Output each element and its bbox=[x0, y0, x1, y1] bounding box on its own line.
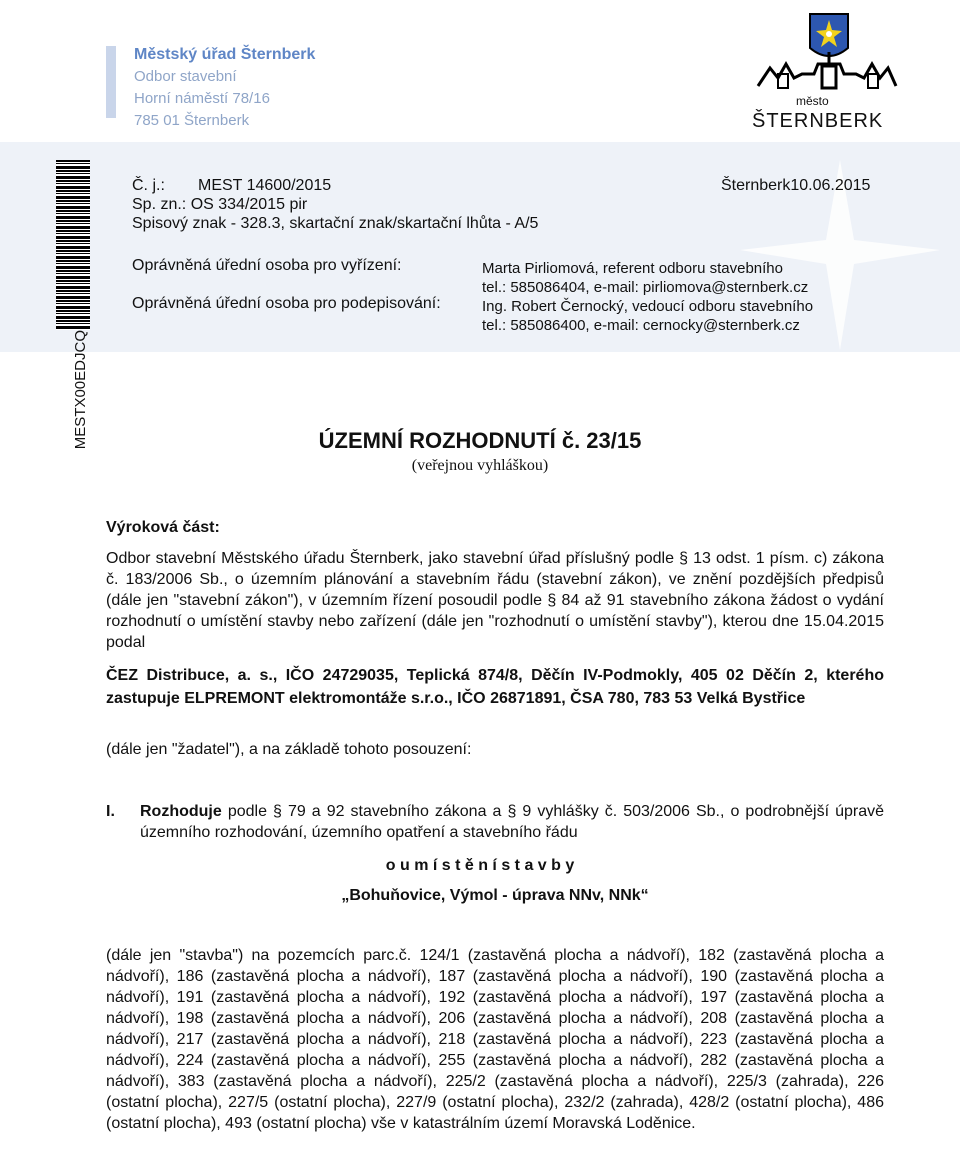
applicant-note: (dále jen "žadatel"), a na základě tohoto posouzení: bbox=[106, 741, 472, 758]
city-emblem-icon bbox=[748, 8, 898, 108]
reference-label: Č. j.: bbox=[132, 177, 165, 194]
applicant-block: ČEZ Distribuce, a. s., IČO 24729035, Teplická 874/8, Děčín IV-Podmokly, 405 02 Děčín 2, kterého zastupuje ELPREMONT elektromontáže s.r.o., IČO 26871891, ČSA 780, 783 53 Velká Bystřice bbox=[106, 667, 884, 707]
processing-official-name: Marta Pirliomová, referent odboru stavebního bbox=[482, 260, 783, 277]
office-department: Odbor stavební bbox=[134, 68, 237, 85]
processing-official-contact: tel.: 585086404, e-mail: pirliomova@sternberk.cz bbox=[482, 279, 809, 296]
signing-official-label: Oprávněná úřední osoba pro podepisování: bbox=[132, 295, 441, 312]
decision-text-1: podle bbox=[227, 803, 267, 820]
office-street: Horní náměstí 78/16 bbox=[134, 90, 270, 107]
intro-paragraph bbox=[106, 548, 884, 653]
section-sign-icon: § bbox=[547, 592, 562, 609]
logo-small-text: město bbox=[796, 94, 829, 108]
intro-text-3: 84 až 91 stavebního zákona žádost o vydání rozhodnutí o umístění stavby nebo zařízení (dále jen "rozhodnutí o umístění stavby"), kterou dne 15.04.2015 podal bbox=[106, 592, 884, 651]
city-logo bbox=[748, 8, 898, 133]
placement-heading: o u m í s t ě n í s t a v b y bbox=[385, 857, 575, 874]
section-sign-icon: § bbox=[507, 803, 523, 820]
decision-text-3: 9 vyhlášky č. 503/2006 Sb., o podrobnější úpravě územního rozhodování, územního opatření a stavebního řádu bbox=[140, 803, 885, 841]
decision-text-2: 79 a 92 stavebního zákona a bbox=[287, 803, 502, 820]
office-city: 785 01 Šternberk bbox=[134, 112, 250, 129]
intro-text-1: Odbor stavební Městského úřadu Šternberk, jako stavební úřad příslušný podle bbox=[106, 550, 674, 567]
document-title: ÚZEMNÍ ROZHODNUTÍ č. 23/15 bbox=[318, 428, 642, 453]
record-mark: Spisový znak - 328.3, skartační znak/skartační lhůta - A/5 bbox=[132, 215, 539, 232]
logo-big-text: ŠTERNBERK bbox=[752, 110, 884, 132]
signing-official-contact: tel.: 585086400, e-mail: cernocky@sternberk.cz bbox=[482, 317, 800, 334]
section-sign-icon: § bbox=[273, 803, 288, 820]
decision-keyword: Rozhoduje bbox=[140, 803, 222, 820]
decision-paragraph bbox=[140, 801, 884, 843]
office-accent-bar bbox=[106, 46, 116, 118]
office-name: Městský úřad Šternberk bbox=[134, 46, 316, 63]
construction-name: „Bohuňovice, Výmol - úprava NNv, NNk“ bbox=[341, 887, 649, 904]
file-mark: Sp. zn.: OS 334/2015 pir bbox=[132, 196, 308, 213]
reference-number: MEST 14600/2015 bbox=[198, 177, 332, 194]
section-heading: Výroková část: bbox=[106, 519, 220, 536]
parcels-paragraph: (dále jen "stavba") na pozemcích parc.č. 124/1 (zastavěná plocha a nádvoří), 182 (zastavěná plocha a nádvoří), 186 (zastavěná plocha a nádvoří), 187 (zastavěná plocha a nádvoří), 190 (zastavěná plocha a nádvoří), 191 (zastavěná plocha a nádvoří), 192 (zastavěná plocha a nádvoří), 197 (zastavěná plocha a nádvoří), 198 (zastavěná plocha a nádvoří), 206 (zastavěná plocha a nádvoří), 208 (zastavěná plocha a nádvoří), 217 (zastavěná plocha a nádvoří), 218 (zastavěná plocha a nádvoří), 223 (zastavěná plocha a nádvoří), 224 (zastavěná plocha a nádvoří), 255 (zastavěná plocha a nádvoří), 282 (zastavěná plocha a nádvoří), 383 (zastavěná plocha a nádvoří), 225/2 (zastavěná plocha a nádvoří), 225/3 (zahrada), 226 (ostatní plocha), 227/5 (ostatní plocha), 227/9 (ostatní plocha), 232/2 (zahrada), 428/2 (ostatní plocha), 486 (ostatní plocha), 493 (ostatní plocha) vše v katastrálním území Moravská Loděnice. bbox=[106, 947, 884, 1132]
document-subtitle: (veřejnou vyhláškou) bbox=[411, 457, 549, 474]
place-date: Šternberk10.06.2015 bbox=[721, 177, 871, 194]
signing-official-name: Ing. Robert Černocký, vedoucí odboru stavebního bbox=[482, 298, 814, 315]
office-address bbox=[134, 44, 315, 132]
processing-official-label: Oprávněná úřední osoba pro vyřízení: bbox=[132, 257, 402, 274]
decision-number: I. bbox=[106, 803, 115, 820]
barcode bbox=[56, 160, 90, 330]
section-sign-icon: § bbox=[679, 550, 694, 567]
intro-text-2: 13 odst. 1 písm. c) zákona č. 183/2006 Sb., o územním plánování a stavebním řádu (stavební zákon), ve znění pozdějších předpisů (dále jen "stavební zákon"), v územním řízení posoudil podle bbox=[106, 550, 885, 609]
barcode-text: MESTX00EDJCQ bbox=[72, 330, 89, 450]
